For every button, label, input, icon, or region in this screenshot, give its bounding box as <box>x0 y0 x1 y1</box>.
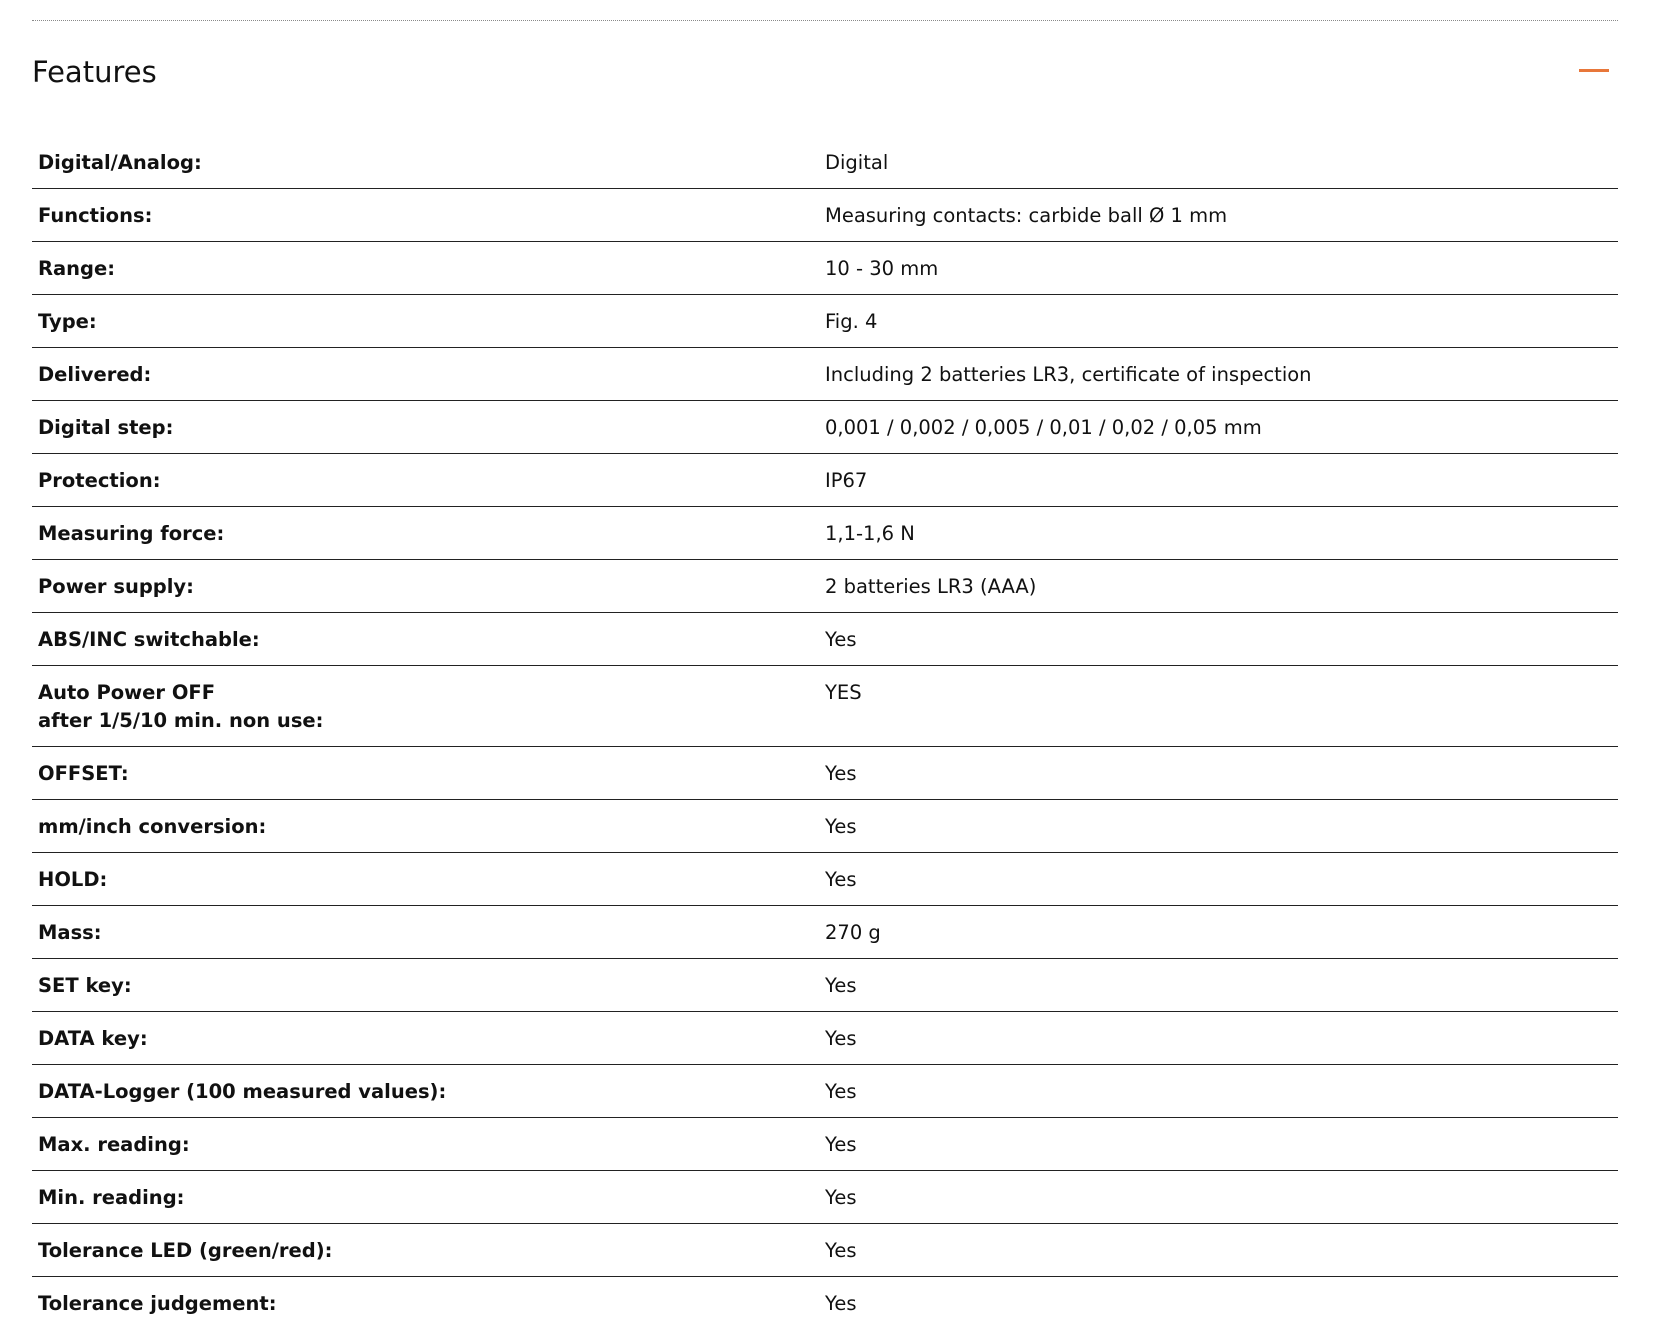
row-label: Tolerance judgement: <box>38 1292 277 1315</box>
table-row <box>32 747 1618 800</box>
row-label: DATA-Logger (100 measured values): <box>38 1080 447 1103</box>
row-label: Min. reading: <box>38 1186 185 1209</box>
row-value: Yes <box>825 762 857 785</box>
row-label-line2: after 1/5/10 min. non use: <box>38 709 324 732</box>
row-label: Type: <box>38 310 97 333</box>
row-value: YES <box>825 681 862 704</box>
row-value: 0,001 / 0,002 / 0,005 / 0,01 / 0,02 / 0,05 mm <box>825 416 1262 439</box>
row-value: Yes <box>825 628 857 651</box>
table-row <box>32 560 1618 613</box>
table-row <box>32 613 1618 666</box>
row-value: Digital <box>825 151 889 174</box>
row-value: Including 2 batteries LR3, certificate of inspection <box>825 363 1312 386</box>
table-row <box>32 401 1618 454</box>
row-label <box>32 666 825 746</box>
row-value: Yes <box>825 1186 857 1209</box>
row-value: Fig. 4 <box>825 310 878 333</box>
row-label: Measuring force: <box>38 522 225 545</box>
row-value: Yes <box>825 974 857 997</box>
row-value: 1,1-1,6 N <box>825 522 915 545</box>
table-row <box>32 1171 1618 1224</box>
features-header[interactable] <box>32 50 1618 96</box>
row-label-line1: Auto Power OFF <box>38 681 216 704</box>
row-label: Power supply: <box>38 575 194 598</box>
row-value: 270 g <box>825 921 881 944</box>
row-value: Yes <box>825 868 857 891</box>
row-value: Yes <box>825 1133 857 1156</box>
table-row <box>32 136 1618 189</box>
row-label: Mass: <box>38 921 102 944</box>
table-row <box>32 1012 1618 1065</box>
row-label: OFFSET: <box>38 762 129 785</box>
row-label: ABS/INC switchable: <box>38 628 260 651</box>
section-divider <box>32 20 1618 21</box>
row-label: SET key: <box>38 974 132 997</box>
table-row <box>32 853 1618 906</box>
table-row <box>32 959 1618 1012</box>
row-value: Measuring contacts: carbide ball Ø 1 mm <box>825 204 1228 227</box>
row-value: IP67 <box>825 469 868 492</box>
row-label: DATA key: <box>38 1027 148 1050</box>
table-row <box>32 666 1618 747</box>
table-row <box>32 189 1618 242</box>
table-row <box>32 242 1618 295</box>
row-label: mm/inch conversion: <box>38 815 267 838</box>
features-table <box>32 136 1618 1330</box>
table-row <box>32 906 1618 959</box>
row-value: Yes <box>825 1239 857 1262</box>
section-title: Features <box>32 55 157 89</box>
row-value: Yes <box>825 1027 857 1050</box>
row-label: Max. reading: <box>38 1133 190 1156</box>
row-label: Digital/Analog: <box>38 151 202 174</box>
table-row <box>32 507 1618 560</box>
minus-icon <box>1579 69 1609 72</box>
table-row <box>32 348 1618 401</box>
table-row <box>32 1224 1618 1277</box>
row-value: Yes <box>825 1292 857 1315</box>
collapse-button[interactable] <box>1576 50 1612 90</box>
table-row <box>32 1118 1618 1171</box>
row-label: HOLD: <box>38 868 108 891</box>
row-label: Protection: <box>38 469 161 492</box>
row-label: Functions: <box>38 204 153 227</box>
row-value: Yes <box>825 1080 857 1103</box>
row-label: Delivered: <box>38 363 152 386</box>
table-row <box>32 1065 1618 1118</box>
row-value: 10 - 30 mm <box>825 257 939 280</box>
row-label: Range: <box>38 257 116 280</box>
row-label: Digital step: <box>38 416 174 439</box>
table-row <box>32 454 1618 507</box>
row-value: Yes <box>825 815 857 838</box>
table-row <box>32 295 1618 348</box>
table-row <box>32 1277 1618 1330</box>
table-row <box>32 800 1618 853</box>
row-label: Tolerance LED (green/red): <box>38 1239 333 1262</box>
row-value: 2 batteries LR3 (AAA) <box>825 575 1037 598</box>
